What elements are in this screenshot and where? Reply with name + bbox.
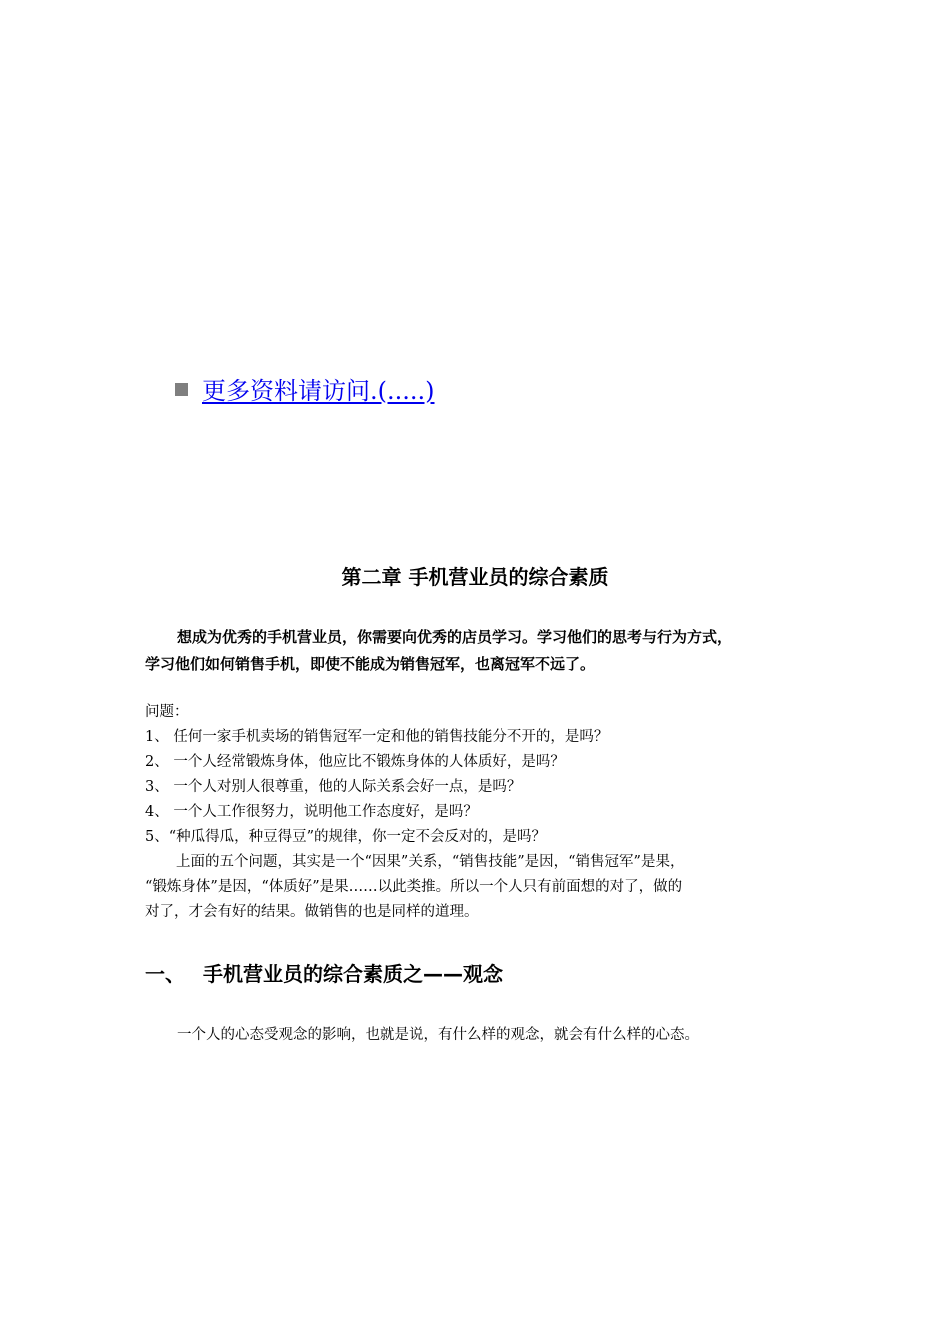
- explanation-line: 上面的五个问题，其实是一个“因果”关系，“销售技能”是因，“销售冠军”是果，: [176, 854, 685, 870]
- section-number: 一、: [145, 962, 185, 986]
- question-item: 3、 一个人对别人很尊重，他的人际关系会好一点，是吗？: [145, 779, 522, 795]
- explanation-line: 对了，才会有好的结果。做销售的也是同样的道理。: [145, 904, 479, 920]
- section-heading: [145, 958, 503, 990]
- question-item: 5、“种瓜得瓜，种豆得豆”的规律，你一定不会反对的，是吗？: [145, 829, 547, 845]
- questions-block: [145, 700, 825, 925]
- chapter-intro: [145, 624, 815, 678]
- question-item: 4、 一个人工作很努力，说明他工作态度好，是吗？: [145, 804, 478, 820]
- section-paragraph: 一个人的心态受观念的影响，也就是说，有什么样的观念，就会有什么样的心态。: [177, 1027, 699, 1043]
- explanation-line: “锻炼身体”是因，“体质好”是果……以此类推。所以一个人只有前面想的对了，做的: [145, 879, 683, 895]
- questions-label: 问题：: [145, 704, 189, 720]
- square-bullet-icon: [175, 383, 188, 396]
- chapter-title: 第二章 手机营业员的综合素质: [341, 565, 609, 589]
- more-resources-link[interactable]: 更多资料请访问.(.....): [202, 376, 435, 405]
- resource-link-line: [175, 370, 435, 406]
- question-item: 1、 任何一家手机卖场的销售冠军一定和他的销售技能分不开的，是吗？: [145, 729, 609, 745]
- intro-line-2: 学习他们如何销售手机，即使不能成为销售冠军，也离冠军不远了。: [145, 655, 596, 673]
- intro-line-1: 想成为优秀的手机营业员，你需要向优秀的店员学习。学习他们的思考与行为方式，: [177, 628, 733, 646]
- question-item: 2、 一个人经常锻炼身体，他应比不锻炼身体的人体质好，是吗？: [145, 754, 565, 770]
- section-title: 手机营业员的综合素质之——观念: [203, 962, 503, 986]
